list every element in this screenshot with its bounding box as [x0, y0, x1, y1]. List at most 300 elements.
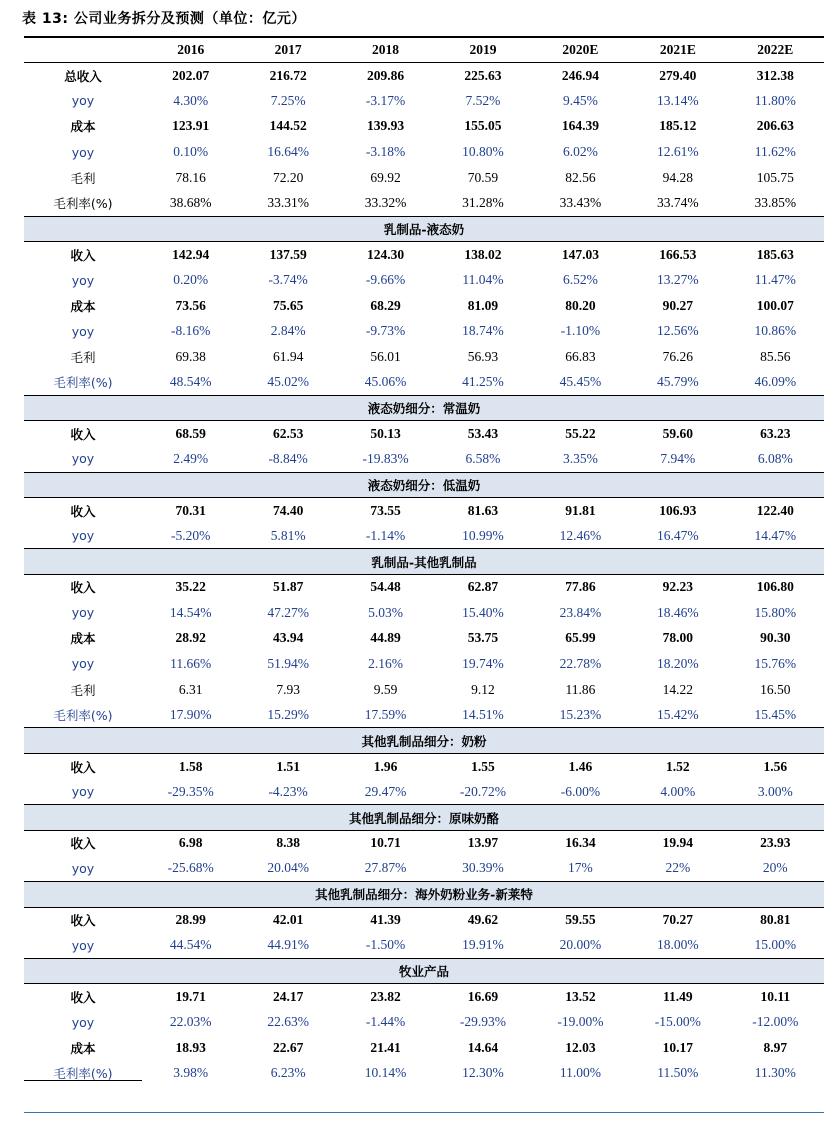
table-cell: -1.14% [365, 527, 406, 543]
table-cell: 78.16 [175, 169, 206, 185]
row-label: 收入 [70, 913, 96, 929]
section-header-row [24, 882, 824, 908]
table-cell: 13.97 [467, 835, 499, 851]
table-cell: 1.56 [763, 758, 788, 774]
row-label: yoy [71, 937, 95, 953]
table-cell: 3.00% [757, 783, 793, 799]
table-row [24, 446, 824, 472]
table-cell: 44.91% [267, 937, 309, 953]
table-cell: 6.98 [178, 835, 203, 851]
table-cell: 10.71 [370, 835, 401, 851]
table-cell: 0.10% [173, 144, 209, 160]
table-cell: 0.20% [173, 272, 209, 288]
table-cell: 10.80% [462, 144, 504, 160]
table-cell: 139.93 [366, 118, 405, 134]
table-cell: 8.97 [763, 1039, 788, 1055]
table-cell: 41.39 [370, 912, 401, 928]
table-cell: 11.00% [559, 1065, 601, 1081]
table-cell: 81.63 [467, 502, 499, 518]
table-cell: 15.80% [754, 604, 797, 620]
table-cell: -5.20% [171, 527, 211, 543]
table-cell: 14.22 [662, 681, 693, 697]
table-cell: 7.25% [270, 92, 306, 108]
table-cell: 137.59 [269, 246, 307, 262]
table-cell: 49.62 [467, 912, 499, 928]
table-cell: 12.61% [657, 144, 699, 160]
table-body [24, 63, 824, 1087]
table-cell: 73.55 [370, 502, 401, 518]
table-cell: 22.67 [272, 1039, 304, 1055]
row-label: yoy [71, 272, 95, 288]
table-row [24, 600, 824, 626]
row-label: 收入 [70, 759, 96, 775]
table-cell: 80.81 [760, 912, 791, 928]
table-row [24, 139, 824, 165]
table-cell: 166.53 [659, 246, 697, 262]
table-row [24, 523, 824, 549]
table-cell: 19.74% [462, 655, 504, 671]
table-cell: -25.68% [167, 860, 214, 876]
row-label: 毛利率(%) [53, 196, 113, 212]
table-cell: 63.23 [760, 425, 791, 441]
table-cell: 10.11 [760, 988, 791, 1004]
table-cell: 81.09 [467, 297, 499, 313]
table-cell: 33.31% [267, 195, 309, 211]
table-cell: 90.30 [760, 630, 791, 646]
row-label: 毛利率(%) [53, 1066, 113, 1082]
table-cell: 42.01 [272, 912, 304, 928]
table-cell: 9.59 [373, 681, 398, 697]
table-cell: 45.45% [559, 374, 602, 390]
section-header-row [24, 728, 824, 754]
row-label: yoy [71, 323, 95, 339]
table-cell: 48.54% [169, 374, 212, 390]
table-cell: -12.00% [752, 1014, 799, 1030]
table-cell: 11.86 [565, 681, 596, 697]
table-cell: 122.40 [756, 502, 794, 518]
table-cell: 16.47% [657, 527, 699, 543]
table-cell: 11.04% [462, 272, 504, 288]
table-cell: 13.52 [565, 988, 596, 1004]
table-cell: 18.93 [175, 1039, 206, 1055]
table-cell: 29.47% [364, 783, 407, 799]
table-cell: 11.66% [170, 655, 212, 671]
table-cell: 279.40 [659, 67, 697, 83]
table-cell: 15.00% [754, 937, 797, 953]
row-label: 成本 [70, 119, 96, 135]
table-cell: 6.52% [562, 272, 598, 288]
table-cell: 15.45% [754, 706, 797, 722]
table-cell: 56.01 [370, 348, 401, 364]
table-cell: 1.96 [373, 758, 398, 774]
table-cell: 6.08% [757, 450, 793, 466]
table-cell: 75.65 [272, 297, 304, 313]
table-cell: 77.86 [565, 579, 596, 595]
table-cell: 11.47% [754, 272, 796, 288]
table-cell: 164.39 [561, 118, 599, 134]
table-row [24, 370, 824, 396]
table-cell: 4.00% [660, 783, 696, 799]
table-row [24, 856, 824, 882]
table-cell: 45.79% [657, 374, 699, 390]
table-cell: 18.00% [657, 937, 699, 953]
table-cell: 70.27 [662, 912, 693, 928]
table-cell: 62.53 [272, 425, 304, 441]
table-cell: 13.14% [657, 92, 699, 108]
table-cell: 11.30% [754, 1065, 796, 1081]
table-cell: 1.58 [178, 758, 203, 774]
table-cell: 17.90% [169, 706, 212, 722]
table-cell: 61.94 [272, 348, 304, 364]
table-cell: 6.31 [178, 681, 203, 697]
table-cell: 33.43% [559, 195, 602, 211]
business-forecast-table [24, 36, 824, 1086]
table-row [24, 63, 824, 89]
table-cell: 11.49 [663, 988, 693, 1004]
table-cell: 82.56 [565, 169, 596, 185]
table-cell: 155.05 [464, 118, 502, 134]
row-label: yoy [71, 656, 95, 672]
table-row [24, 1061, 824, 1087]
table-cell: 16.69 [467, 988, 499, 1004]
table-cell: 54.48 [370, 579, 401, 595]
section-header-row [24, 472, 824, 498]
table-row [24, 293, 824, 319]
section-title: 液态奶细分：低温奶 [24, 472, 824, 498]
table-row [24, 754, 824, 780]
table-row [24, 933, 824, 959]
table-cell: 202.07 [172, 67, 210, 83]
table-cell: 56.93 [467, 348, 499, 364]
table-cell: 124.30 [366, 246, 405, 262]
table-cell: 45.06% [364, 374, 407, 390]
header-cell: 2017 [239, 37, 336, 63]
table-cell: 91.81 [565, 502, 596, 518]
table-cell: 28.99 [175, 912, 206, 928]
table-cell: 31.28% [462, 195, 504, 211]
table-cell: 123.91 [172, 118, 210, 134]
header-cell: 2016 [142, 37, 239, 63]
header-cell: 2019 [434, 37, 531, 63]
table-cell: 24.17 [272, 988, 304, 1004]
table-cell: 12.03 [565, 1039, 596, 1055]
table-end-rule [24, 1080, 142, 1081]
table-cell: 22.78% [559, 655, 602, 671]
table-cell: 11.50% [657, 1065, 699, 1081]
table-cell: 14.51% [462, 706, 504, 722]
table-cell: 30.39% [462, 860, 504, 876]
table-cell: 22% [665, 860, 691, 876]
table-row [24, 88, 824, 114]
row-label: 收入 [70, 426, 96, 442]
table-row [24, 779, 824, 805]
section-header-row [24, 549, 824, 575]
table-cell: 14.47% [754, 527, 797, 543]
table-cell: 19.94 [662, 835, 693, 851]
table-cell: 53.75 [467, 630, 499, 646]
table-cell: -8.16% [171, 323, 211, 339]
table-cell: 12.46% [559, 527, 602, 543]
table-cell: 13.27% [657, 272, 699, 288]
table-cell: 15.76% [754, 655, 797, 671]
table-cell: -19.83% [362, 450, 409, 466]
table-cell: -9.66% [365, 272, 406, 288]
table-cell: 5.03% [368, 604, 403, 620]
table-cell: 16.50 [760, 681, 791, 697]
table-row [24, 498, 824, 524]
row-label: yoy [71, 605, 95, 621]
table-row [24, 190, 824, 216]
table-cell: 2.84% [270, 323, 306, 339]
table-cell: 185.12 [659, 118, 697, 134]
table-cell: 7.94% [660, 450, 696, 466]
table-cell: 1.51 [276, 758, 300, 774]
table-cell: 15.23% [559, 706, 602, 722]
table-cell: 14.64 [467, 1039, 499, 1055]
table-row [24, 267, 824, 293]
table-cell: 105.75 [756, 169, 794, 185]
table-cell: 47.27% [267, 604, 309, 620]
row-label: yoy [71, 144, 95, 160]
table-cell: 209.86 [366, 67, 405, 83]
table-cell: 246.94 [561, 67, 599, 83]
table-cell: -29.35% [167, 783, 214, 799]
row-label: yoy [71, 1014, 95, 1030]
table-cell: 10.14% [364, 1065, 407, 1081]
table-cell: 72.20 [272, 169, 304, 185]
table-cell: 16.34 [565, 835, 596, 851]
section-title: 牧业产品 [24, 958, 824, 984]
table-row [24, 344, 824, 370]
table-cell: 11.80% [754, 92, 796, 108]
table-row [24, 1035, 824, 1061]
table-cell: -19.00% [557, 1014, 604, 1030]
table-cell: 18.20% [657, 655, 699, 671]
table-cell: 41.25% [462, 374, 504, 390]
table-cell: 225.63 [464, 67, 502, 83]
table-cell: 16.64% [267, 144, 309, 160]
table-row [24, 984, 824, 1010]
row-label: 收入 [70, 580, 96, 596]
table-cell: 18.74% [462, 323, 504, 339]
header-cell: 2022E [727, 37, 824, 63]
table-cell: 3.98% [173, 1065, 209, 1081]
table-cell: 20.00% [559, 937, 602, 953]
table-cell: 35.22 [175, 579, 206, 595]
table-cell: 4.30% [173, 92, 209, 108]
row-label: 成本 [70, 298, 96, 314]
table-cell: 5.81% [270, 527, 306, 543]
table-cell: 1.55 [471, 758, 495, 774]
table-cell: 17.59% [364, 706, 407, 722]
row-label: 毛利 [70, 682, 96, 698]
table-cell: -4.23% [268, 783, 308, 799]
row-label: 收入 [70, 503, 96, 519]
table-cell: 19.91% [462, 937, 504, 953]
row-label: 毛利 [70, 349, 96, 365]
table-cell: 9.12 [471, 681, 495, 697]
row-label: 成本 [70, 1040, 96, 1056]
forecast-table-container [24, 36, 824, 1086]
table-row [24, 114, 824, 140]
section-header-row [24, 805, 824, 831]
table-cell: 18.46% [657, 604, 699, 620]
table-cell: 15.29% [267, 706, 309, 722]
row-label: 毛利 [70, 170, 96, 186]
table-cell: 66.83 [565, 348, 596, 364]
table-cell: 69.92 [370, 169, 401, 185]
table-cell: 70.31 [175, 502, 206, 518]
table-cell: -8.84% [268, 450, 308, 466]
table-cell: 68.29 [370, 297, 401, 313]
table-cell: 22.03% [169, 1014, 212, 1030]
table-row [24, 830, 824, 856]
table-cell: 19.71 [175, 988, 206, 1004]
footer-divider [24, 1112, 824, 1113]
table-cell: 85.56 [760, 348, 791, 364]
table-cell: 33.85% [754, 195, 797, 211]
table-cell: 76.26 [662, 348, 693, 364]
row-label: yoy [71, 860, 95, 876]
table-cell: 106.93 [659, 502, 697, 518]
table-cell: 50.13 [370, 425, 401, 441]
table-cell: 69.38 [175, 348, 206, 364]
table-cell: 27.87% [364, 860, 407, 876]
table-cell: 1.46 [568, 758, 593, 774]
table-row [24, 651, 824, 677]
section-title: 其他乳制品细分：原味奶酪 [24, 805, 824, 831]
row-label: yoy [71, 784, 95, 800]
table-cell: 59.55 [565, 912, 596, 928]
section-title: 其他乳制品细分：海外奶粉业务-新莱特 [24, 882, 824, 908]
table-cell: 11.62% [754, 144, 796, 160]
table-cell: 90.27 [662, 297, 693, 313]
table-cell: 44.89 [370, 630, 401, 646]
row-label: 成本 [70, 631, 96, 647]
table-cell: -6.00% [560, 783, 601, 799]
table-cell: 3.35% [562, 450, 598, 466]
section-title: 其他乳制品细分：奶粉 [24, 728, 824, 754]
table-row [24, 907, 824, 933]
row-label: 收入 [70, 989, 96, 1005]
table-cell: 10.86% [754, 323, 797, 339]
section-header-row [24, 958, 824, 984]
table-cell: 17% [568, 860, 593, 876]
table-cell: 28.92 [175, 630, 206, 646]
table-cell: 62.87 [467, 579, 499, 595]
table-cell: 55.22 [565, 425, 596, 441]
table-cell: 2.16% [368, 655, 403, 671]
table-row [24, 1009, 824, 1035]
table-cell: 78.00 [662, 630, 693, 646]
table-cell: -1.44% [365, 1014, 406, 1030]
table-cell: 138.02 [464, 246, 502, 262]
table-cell: 312.38 [756, 67, 794, 83]
table-row [24, 574, 824, 600]
table-cell: 10.17 [662, 1039, 693, 1055]
table-cell: 6.23% [270, 1065, 306, 1081]
section-title: 乳制品-液态奶 [24, 216, 824, 242]
table-cell: 92.23 [662, 579, 693, 595]
table-cell: 23.93 [760, 835, 791, 851]
table-cell: 45.02% [267, 374, 309, 390]
table-cell: 142.94 [172, 246, 210, 262]
table-cell: 8.38 [276, 835, 300, 851]
table-cell: 51.87 [272, 579, 304, 595]
table-cell: -20.72% [459, 783, 507, 799]
table-cell: 15.42% [657, 706, 699, 722]
table-cell: 1.52 [666, 758, 690, 774]
header-cell: 2018 [337, 37, 434, 63]
table-row [24, 421, 824, 447]
table-cell: 6.58% [465, 450, 501, 466]
table-cell: 33.32% [364, 195, 407, 211]
table-cell: 59.60 [662, 425, 693, 441]
table-cell: 23.82 [370, 988, 401, 1004]
table-cell: 106.80 [756, 579, 794, 595]
table-cell: -3.18% [365, 144, 406, 160]
table-cell: 65.99 [565, 630, 596, 646]
table-cell: -1.10% [560, 323, 601, 339]
header-cell: 2020E [532, 37, 629, 63]
table-cell: -29.93% [459, 1014, 507, 1030]
table-cell: 147.03 [561, 246, 599, 262]
table-cell: -3.17% [365, 92, 406, 108]
table-cell: 74.40 [272, 502, 304, 518]
table-cell: 12.30% [462, 1065, 504, 1081]
table-cell: 53.43 [467, 425, 499, 441]
table-cell: 20.04% [267, 860, 309, 876]
row-label: 毛利率(%) [53, 707, 113, 723]
table-row [24, 318, 824, 344]
table-cell: 7.52% [465, 92, 501, 108]
table-cell: 68.59 [175, 425, 206, 441]
table-cell: 51.94% [267, 655, 309, 671]
row-label: yoy [71, 451, 95, 467]
table-cell: -15.00% [654, 1014, 701, 1030]
table-cell: 144.52 [269, 118, 307, 134]
table-cell: 14.54% [169, 604, 212, 620]
table-cell: 70.59 [467, 169, 499, 185]
table-row [24, 677, 824, 703]
row-label: 收入 [70, 247, 96, 263]
table-cell: 7.93 [276, 681, 300, 697]
table-cell: 21.41 [370, 1039, 401, 1055]
table-row [24, 165, 824, 191]
table-header-row [24, 37, 824, 63]
table-cell: 206.63 [756, 118, 794, 134]
table-cell: 44.54% [169, 937, 212, 953]
table-cell: 12.56% [657, 323, 699, 339]
table-cell: 80.20 [565, 297, 596, 313]
table-cell: -9.73% [365, 323, 406, 339]
table-cell: 22.63% [267, 1014, 309, 1030]
row-label: yoy [71, 93, 95, 109]
table-cell: 10.99% [462, 527, 504, 543]
table-row [24, 242, 824, 268]
table-row [24, 626, 824, 652]
table-cell: -3.74% [268, 272, 308, 288]
table-cell: 9.45% [562, 92, 598, 108]
table-cell: 73.56 [175, 297, 206, 313]
row-label: 总收入 [64, 68, 102, 84]
table-cell: 185.63 [756, 246, 794, 262]
section-header-row [24, 395, 824, 421]
table-cell: 38.68% [169, 195, 212, 211]
section-title: 液态奶细分：常温奶 [24, 395, 824, 421]
table-cell: 2.49% [173, 450, 209, 466]
row-label: 毛利率(%) [53, 375, 113, 391]
